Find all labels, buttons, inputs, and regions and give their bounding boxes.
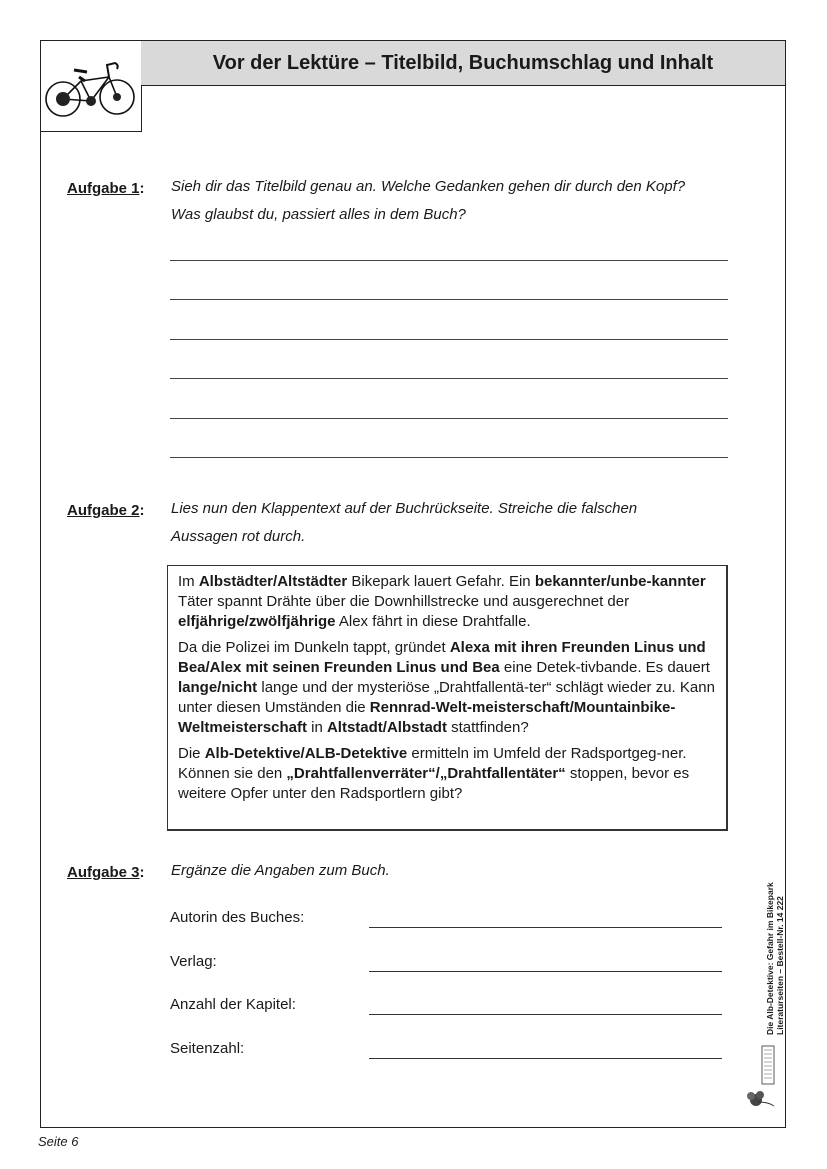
blurb-option: „Drahtfallenverräter“/„Drahtfallentäter“ [286,765,566,782]
blurb-option: elfjährige/zwölfjährige [178,613,336,630]
book-info-row [170,953,730,977]
page-title: Vor der Lektüre – Titelbild, Buchumschlag und Inhalt [141,40,786,86]
page-number: Seite 6 [38,1134,79,1149]
blurb-option: Rennrad-Welt-meisterschaft/Mountainbike-Weltmeisterschaft [178,699,676,736]
blurb-text: eine Detek-tivbande. Es dauert [499,659,710,676]
blurb-textbox [167,565,728,831]
task1-label [67,180,145,197]
blurb-text: Da die Polizei im Dunkeln tappt, gründet [178,639,450,656]
answer-line[interactable] [170,418,728,419]
task3-colon: : [139,864,145,881]
task1-label-text: Aufgabe 1 [67,180,140,197]
blurb-text: Bikepark lauert Gefahr. Ein [347,573,535,590]
task1-line2: Was glaubst du, passiert alles in dem Buch? [171,206,466,223]
task2-instruction [171,495,637,551]
book-info-row [170,996,730,1020]
task2-line2: Aussagen rot durch. [171,528,306,545]
logo-box [40,40,142,132]
bicycle-icon [41,41,141,131]
blurb-option: Altstadt/Albstadt [326,719,447,736]
blurb-text: stattfinden? [446,719,529,736]
task2-label-text: Aufgabe 2 [67,502,140,519]
book-info-label: Seitenzahl: [170,1039,245,1057]
side-imprint-line2: Literaturseiten – Bestell-Nr. 14 222 [775,896,785,1035]
task3-instruction: Ergänze die Angaben zum Buch. [171,862,390,879]
answer-line[interactable] [170,339,728,340]
task3-label [67,864,145,881]
task2-label [67,502,145,519]
blurb-text: ermitteln im Umfeld der Radsportgeg-ner. Können sie den [178,745,687,782]
answer-line[interactable] [170,378,728,379]
task1-colon: : [139,180,145,197]
side-imprint [765,882,785,1035]
blurb-text: Täter spannt Drähte über die Downhillstrecke und ausgerechnet der [178,593,630,610]
blurb-option: Albstädter/Altstädter [198,573,348,590]
book-info-label: Anzahl der Kapitel: [170,996,296,1013]
book-info-row [170,909,730,933]
side-imprint-line1: Die Alb-Detektive: Gefahr im Bikepark [765,882,775,1035]
blurb-paragraph [178,744,716,804]
book-info-label: Verlag: [170,952,217,970]
blurb-text: stoppen, bevor es weitere Opfer unter den Radsportlern gibt? [178,765,690,802]
blurb-text: Die [178,745,205,762]
book-info-input-line[interactable] [369,1014,722,1015]
book-info-input-line[interactable] [369,1058,722,1059]
answer-line[interactable] [170,299,728,300]
publisher-logo-icon [744,1040,778,1112]
book-info-input-line[interactable] [369,927,722,928]
task1-instruction [171,173,685,229]
book-info-row [170,1040,730,1064]
blurb-text: in [306,719,327,736]
task2-colon: : [139,502,145,519]
book-info-label: Autorin des Buches: [170,909,305,926]
blurb-option: lange/nicht [178,679,258,696]
task2-line1: Lies nun den Klappentext auf der Buchrückseite. Streiche die falschen [171,500,638,517]
answer-line[interactable] [170,457,728,458]
answer-line[interactable] [170,260,728,261]
task3-label-text: Aufgabe 3 [67,864,140,881]
blurb-text: Alex fährt in diese Drahtfalle. [335,613,531,630]
task1-line1: Sieh dir das Titelbild genau an. Welche Gedanken gehen dir durch den Kopf? [171,178,686,195]
blurb-text: lange und der mysteriöse „Drahtfallentä-ter“ schlägt wieder zu. Kann unter diesen Umständen die [178,679,715,716]
blurb-option: bekannter/unbe-kannter [534,573,706,590]
blurb-paragraph [178,572,716,632]
blurb-option: Alb-Detektive/ALB-Detektive [204,745,408,762]
blurb-paragraph [178,638,716,738]
blurb-text: Im [178,573,199,590]
blurb-option: Alexa mit ihren Freunden Linus und Bea/Alex mit seinen Freunden Linus und Bea [178,639,706,676]
book-info-input-line[interactable] [369,971,722,972]
